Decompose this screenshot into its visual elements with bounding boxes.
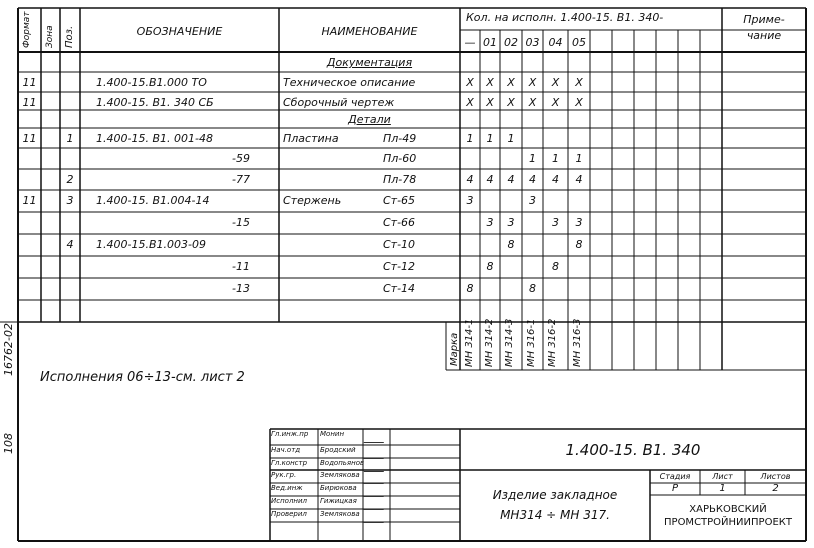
executions-note: Исполнения 06÷13-см. лист 2: [40, 370, 245, 385]
product-name-2: МН314 ÷ МН 317.: [500, 508, 610, 522]
row-designation: -15: [232, 216, 250, 229]
row-qty-4: X: [551, 76, 560, 89]
product-name-1: Изделие закладное: [492, 488, 618, 502]
row-name: Техническое описание: [283, 76, 416, 89]
staff-role: Гл.констр: [271, 459, 308, 467]
brand-5: МН 316-2: [547, 318, 558, 367]
row-qty-4: 1: [552, 152, 559, 165]
header-format: Формат: [22, 11, 32, 48]
row-qty-5: 3: [575, 216, 583, 229]
brand-3: МН 314-3: [504, 318, 515, 367]
sheet-value: 1: [719, 483, 726, 494]
staff-name: Бирюкова: [320, 484, 357, 492]
row-name-mark: Пл-78: [383, 173, 417, 186]
row-designation: 1.400-15. В1. 340 СБ: [96, 96, 214, 109]
row-qty-4: 3: [552, 216, 559, 229]
row-name-mark: Ст-14: [383, 282, 416, 295]
row-qty-3: X: [528, 76, 537, 89]
row-qty-0: 8: [466, 282, 474, 295]
staff-role: Рук.гр.: [271, 471, 297, 479]
staff-name: Землякова: [320, 471, 360, 479]
brand-label: Марка: [449, 332, 460, 366]
staff-role: Нач.отд: [271, 446, 301, 454]
row-qty-2: X: [507, 96, 515, 109]
exec-col-1: 01: [483, 36, 497, 49]
margin-sheet-number: 108: [2, 433, 15, 454]
staff-role: Исполнил: [271, 497, 308, 505]
header-pos: Поз.: [64, 25, 75, 48]
row-name-mark: Ст-12: [383, 260, 416, 273]
row-qty-2: 8: [507, 238, 515, 251]
row-qty-3: 3: [529, 194, 536, 207]
row-qty-0: 1: [466, 132, 474, 145]
header-name: НАИМЕНОВАНИЕ: [321, 25, 418, 38]
section-documentation: Документация: [326, 56, 413, 69]
row-qty-3: 1: [529, 152, 536, 165]
staff-name: Монин: [320, 430, 345, 438]
staff-name: Водопьянов: [320, 459, 365, 467]
row-position: 3: [66, 194, 74, 207]
row-position: 1: [66, 132, 74, 145]
row-designation: -11: [232, 260, 250, 273]
row-qty-4: X: [551, 96, 560, 109]
row-qty-1: 3: [486, 216, 494, 229]
row-qty-5: 8: [575, 238, 583, 251]
row-qty-5: X: [575, 96, 583, 109]
staff-role: Гл.инж.пр: [271, 430, 309, 438]
row-qty-0: X: [466, 96, 474, 109]
row-name-mark: Ст-10: [383, 238, 416, 251]
row-name: Пластина: [283, 132, 339, 145]
stage-value: Р: [671, 483, 679, 494]
row-name-mark: Пл-60: [383, 152, 417, 165]
row-format: 11: [22, 132, 37, 145]
row-qty-1: 8: [486, 260, 494, 273]
row-qty-1: 4: [486, 173, 494, 186]
row-format: 11: [22, 194, 37, 207]
row-qty-2: X: [507, 76, 515, 89]
exec-col-2: 02: [504, 36, 518, 49]
sheets-value: 2: [772, 483, 779, 494]
row-qty-1: X: [486, 76, 494, 89]
brand-2: МН 314-2: [484, 318, 495, 367]
row-qty-4: 8: [552, 260, 559, 273]
row-qty-0: 3: [466, 194, 474, 207]
row-qty-2: 1: [507, 132, 515, 145]
brand-6: МН 316-3: [572, 318, 583, 367]
sheets-label: Листов: [760, 472, 791, 481]
row-name-mark: Ст-66: [383, 216, 416, 229]
row-designation: 1.400-15. В1. 001-48: [96, 132, 213, 145]
brand-4: МН 316-1: [526, 318, 537, 367]
header-note-2: чание: [746, 29, 782, 42]
row-qty-1: X: [486, 96, 494, 109]
row-qty-3: 4: [529, 173, 536, 186]
row-designation: -59: [232, 152, 250, 165]
row-position: 4: [66, 238, 74, 251]
header-qty-title: Кол. на исполн. 1.400-15. В1. 340-: [466, 11, 664, 24]
staff-role: Проверил: [271, 510, 307, 518]
row-qty-5: 1: [575, 152, 583, 165]
row-qty-4: 4: [552, 173, 559, 186]
exec-col-5: 05: [572, 36, 586, 49]
document-number: 1.400-15. В1. 340: [565, 441, 701, 459]
staff-name: Землякова: [320, 510, 360, 518]
organization-line-1: ХАРЬКОВСКИЙ: [689, 504, 767, 515]
row-designation: 1.400-15.В1.000 ТО: [96, 76, 207, 89]
brand-1: МН 314-1: [464, 318, 475, 367]
staff-name: Гижицкая: [320, 497, 357, 505]
staff-role: Вед.инж: [271, 484, 303, 492]
row-designation: -13: [232, 282, 250, 295]
row-qty-3: X: [528, 96, 537, 109]
row-qty-5: X: [575, 76, 583, 89]
row-designation: 1.400-15.В1.003-09: [96, 238, 206, 251]
row-position: 2: [66, 173, 74, 186]
row-format: 11: [22, 96, 37, 109]
row-qty-0: X: [466, 76, 474, 89]
section-details: Детали: [348, 113, 391, 126]
row-designation: 1.400-15. В1.004-14: [96, 194, 210, 207]
inventory-number: 16762-02: [2, 323, 15, 376]
sheet-label: Лист: [712, 472, 733, 481]
row-format: 11: [22, 76, 37, 89]
exec-col-3: 03: [525, 36, 540, 49]
row-qty-2: 3: [507, 216, 515, 229]
row-qty-3: 8: [529, 282, 536, 295]
row-qty-5: 4: [575, 173, 583, 186]
row-qty-1: 1: [486, 132, 494, 145]
exec-col-0: —: [464, 36, 476, 49]
header-note-1: Приме-: [743, 13, 785, 26]
row-name: Стержень: [283, 194, 342, 207]
organization-line-2: ПРОМСТРОЙНИИПРОЕКТ: [664, 517, 792, 528]
row-qty-2: 4: [507, 173, 515, 186]
row-name-mark: Пл-49: [383, 132, 417, 145]
staff-name: Бродский: [320, 446, 356, 454]
row-name-mark: Ст-65: [383, 194, 416, 207]
stage-label: Стадия: [659, 472, 691, 481]
row-name: Сборочный чертеж: [283, 96, 395, 109]
header-designation: ОБОЗНАЧЕНИЕ: [136, 25, 223, 38]
header-zone: Зона: [45, 25, 55, 48]
exec-col-4: 04: [548, 36, 563, 49]
row-qty-0: 4: [466, 173, 474, 186]
row-designation: -77: [232, 173, 250, 186]
